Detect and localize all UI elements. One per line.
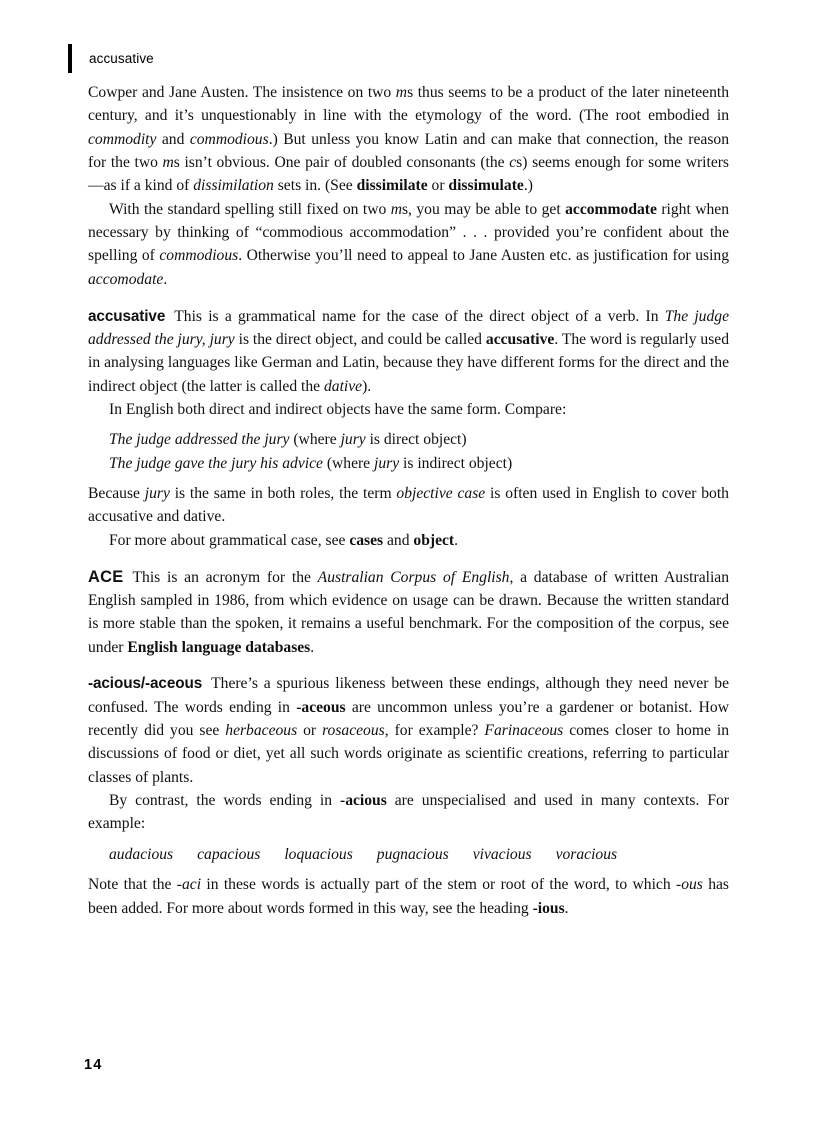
- paragraph-acious-2: [88, 789, 729, 836]
- italic-run: m: [395, 84, 408, 101]
- bold-term-accommodate[interactable]: accommodate: [565, 200, 657, 218]
- text-run: , a database of written Australian English sampled in 1986, from which evidence on usage can be drawn. Because the written standard is more stable than the spoken, it remains a useful benchmark. For the composition of the corpus, see under: [88, 568, 729, 656]
- italic-run: commodious: [159, 247, 239, 265]
- text-run: is the same in both roles, the term: [169, 485, 397, 502]
- paragraph-accusative-2: In English both direct and indirect objects have the same form. Compare:: [109, 400, 567, 418]
- italic-run: dative: [323, 377, 363, 395]
- wordlist-item: voracious: [555, 845, 618, 863]
- text-run: . Otherwise you’ll need to appeal to Jane Austen etc. as justification for using: [238, 247, 729, 265]
- text-run: By contrast, the words ending in: [109, 792, 341, 810]
- example-line: [88, 452, 729, 475]
- page-number: 14: [84, 1057, 103, 1073]
- italic-run: objective case: [396, 485, 486, 502]
- text-run: are uncommon unless you’re a gardener or botanist. How recently did you see: [88, 698, 729, 740]
- example-line: [88, 428, 729, 451]
- italic-run: jury: [144, 485, 170, 502]
- example-block-accusative: [88, 428, 729, 475]
- italic-run: -ous: [676, 876, 703, 894]
- bold-term-aceous: -aceous: [296, 698, 346, 716]
- cross-reference-ious[interactable]: -ious: [532, 899, 565, 917]
- wordlist-item: audacious: [109, 845, 174, 863]
- example-italic-sentence: The judge addressed the jury: [109, 431, 290, 449]
- text-run: s) seems enough for some writers—as if a kind of: [88, 154, 729, 195]
- text-run: .) But unless you know Latin and can make that connection, the reason for the two: [88, 130, 729, 172]
- paragraph-accusative-4: [88, 529, 729, 552]
- text-run: .): [523, 177, 533, 195]
- cross-reference-english-language-databases[interactable]: English language databases: [127, 638, 311, 656]
- entry-ace: [88, 566, 729, 659]
- bold-term-acious: -acious: [340, 792, 387, 810]
- entry-acious-aceous: [88, 672, 729, 789]
- italic-run: Farinaceous: [484, 722, 564, 740]
- italic-run: dissimilation: [193, 177, 274, 195]
- italic-run: herbaceous: [225, 722, 298, 740]
- paragraph-continued-2: [88, 198, 729, 291]
- cross-reference-cases[interactable]: cases: [349, 531, 384, 549]
- text-run: .: [454, 531, 459, 549]
- text-run: With the standard spelling still fixed on two: [109, 200, 391, 218]
- text-run: and: [156, 130, 190, 148]
- cross-reference-dissimulate[interactable]: dissimulate: [448, 177, 524, 195]
- text-run: There’s a spurious likeness between these endings, although they need never be confused. The words ending in: [88, 675, 729, 716]
- text-run: Cowper and Jane Austen. The insistence on two: [88, 84, 396, 101]
- text-run: Note that the: [88, 876, 177, 894]
- text-run: .: [163, 270, 168, 288]
- text-run: is often used in English to cover both accusative and dative.: [88, 485, 729, 526]
- cross-reference-dissimilate[interactable]: dissimilate: [356, 177, 428, 195]
- text-run: Because: [88, 485, 145, 502]
- example-block-wordlist: [88, 843, 729, 866]
- text-run: (where: [322, 454, 375, 472]
- entry-headword-acious-aceous: -acious/-aceous: [88, 675, 203, 693]
- text-run: s, you may be able to get: [401, 200, 566, 218]
- italic-run: m: [390, 200, 402, 218]
- text-run: is direct object): [365, 431, 467, 449]
- paragraph-acious-3: [88, 873, 729, 920]
- text-run: is the direct object, and could be called: [234, 330, 486, 348]
- text-run: s isn’t obvious. One pair of doubled consonants (the: [173, 154, 510, 172]
- italic-run: c: [509, 154, 517, 172]
- text-run: . The word is regularly used in analysing languages like German and Latin, because they have different forms for the direct and the indirect object (the latter is called the: [88, 330, 730, 395]
- italic-run: commodious: [189, 130, 269, 148]
- text-run: s thus seems to be a product of the later nineteenth century, and it’s unquestionably in line with the etymology of the word. (The root embodied in: [88, 84, 730, 125]
- text-run: in these words is actually part of the stem or root of the word, to which: [201, 876, 676, 894]
- italic-run: accomodate: [88, 270, 164, 288]
- entry-headword-accusative: accusative: [88, 307, 166, 325]
- text-run: sets in. (See: [273, 177, 357, 195]
- example-italic-sentence: The judge gave the jury his advice: [109, 454, 323, 472]
- paragraph-continued-1: [88, 81, 729, 198]
- text-run: is indirect object): [399, 454, 513, 472]
- entry-accusative: [88, 305, 729, 398]
- text-run: .: [564, 899, 569, 917]
- text-run: has been added. For more about words formed in this way, see the heading: [88, 876, 729, 917]
- italic-run: m: [162, 154, 174, 172]
- text-run: right when necessary by thinking of “commodious accommodation” . . . provided you’re confident about the spelling of: [88, 200, 730, 265]
- text-run: or: [427, 177, 449, 195]
- wordlist-item: vivacious: [472, 845, 532, 863]
- wordlist-item: loquacious: [284, 845, 353, 863]
- bold-term-accusative: accusative: [485, 330, 555, 348]
- text-run: This is a grammatical name for the case of the direct object of a verb. In: [174, 307, 665, 325]
- text-run: or: [297, 722, 323, 740]
- italic-run: -aci: [176, 876, 202, 894]
- text-run: ).: [362, 377, 372, 395]
- wordlist-acious: [88, 843, 729, 866]
- entry-headword-ace: ACE: [88, 567, 124, 586]
- cross-reference-object[interactable]: object: [413, 531, 455, 549]
- text-run: are unspecialised and used in many contexts. For example:: [88, 792, 729, 833]
- italic-run: rosaceous: [322, 722, 385, 740]
- wordlist-item: capacious: [197, 845, 261, 863]
- running-header: [68, 44, 154, 73]
- wordlist-item: pugnacious: [376, 845, 449, 863]
- italic-run: commodity: [88, 130, 157, 148]
- paragraph-accusative-3: [88, 482, 729, 529]
- italic-run: jury: [374, 454, 400, 472]
- text-run: For more about grammatical case, see: [109, 531, 350, 549]
- text-run: , for example?: [384, 722, 485, 740]
- text-run: .: [310, 638, 315, 656]
- text-run: (where: [289, 431, 341, 449]
- header-rule-icon: [68, 44, 72, 73]
- italic-run: jury: [340, 431, 366, 449]
- text-column: [88, 81, 729, 920]
- running-head-label: accusative: [89, 51, 154, 66]
- italic-title-australian-corpus-of-english: Australian Corpus of English: [317, 568, 510, 586]
- text-run: and: [383, 531, 414, 549]
- text-run: This is an acronym for the: [132, 568, 318, 586]
- text-run: comes closer to home in discussions of food or diet, yet all such words originate as scientific creations, referring to particular classes of plants.: [88, 722, 729, 786]
- italic-run: The judge addressed the jury, jury: [88, 307, 729, 348]
